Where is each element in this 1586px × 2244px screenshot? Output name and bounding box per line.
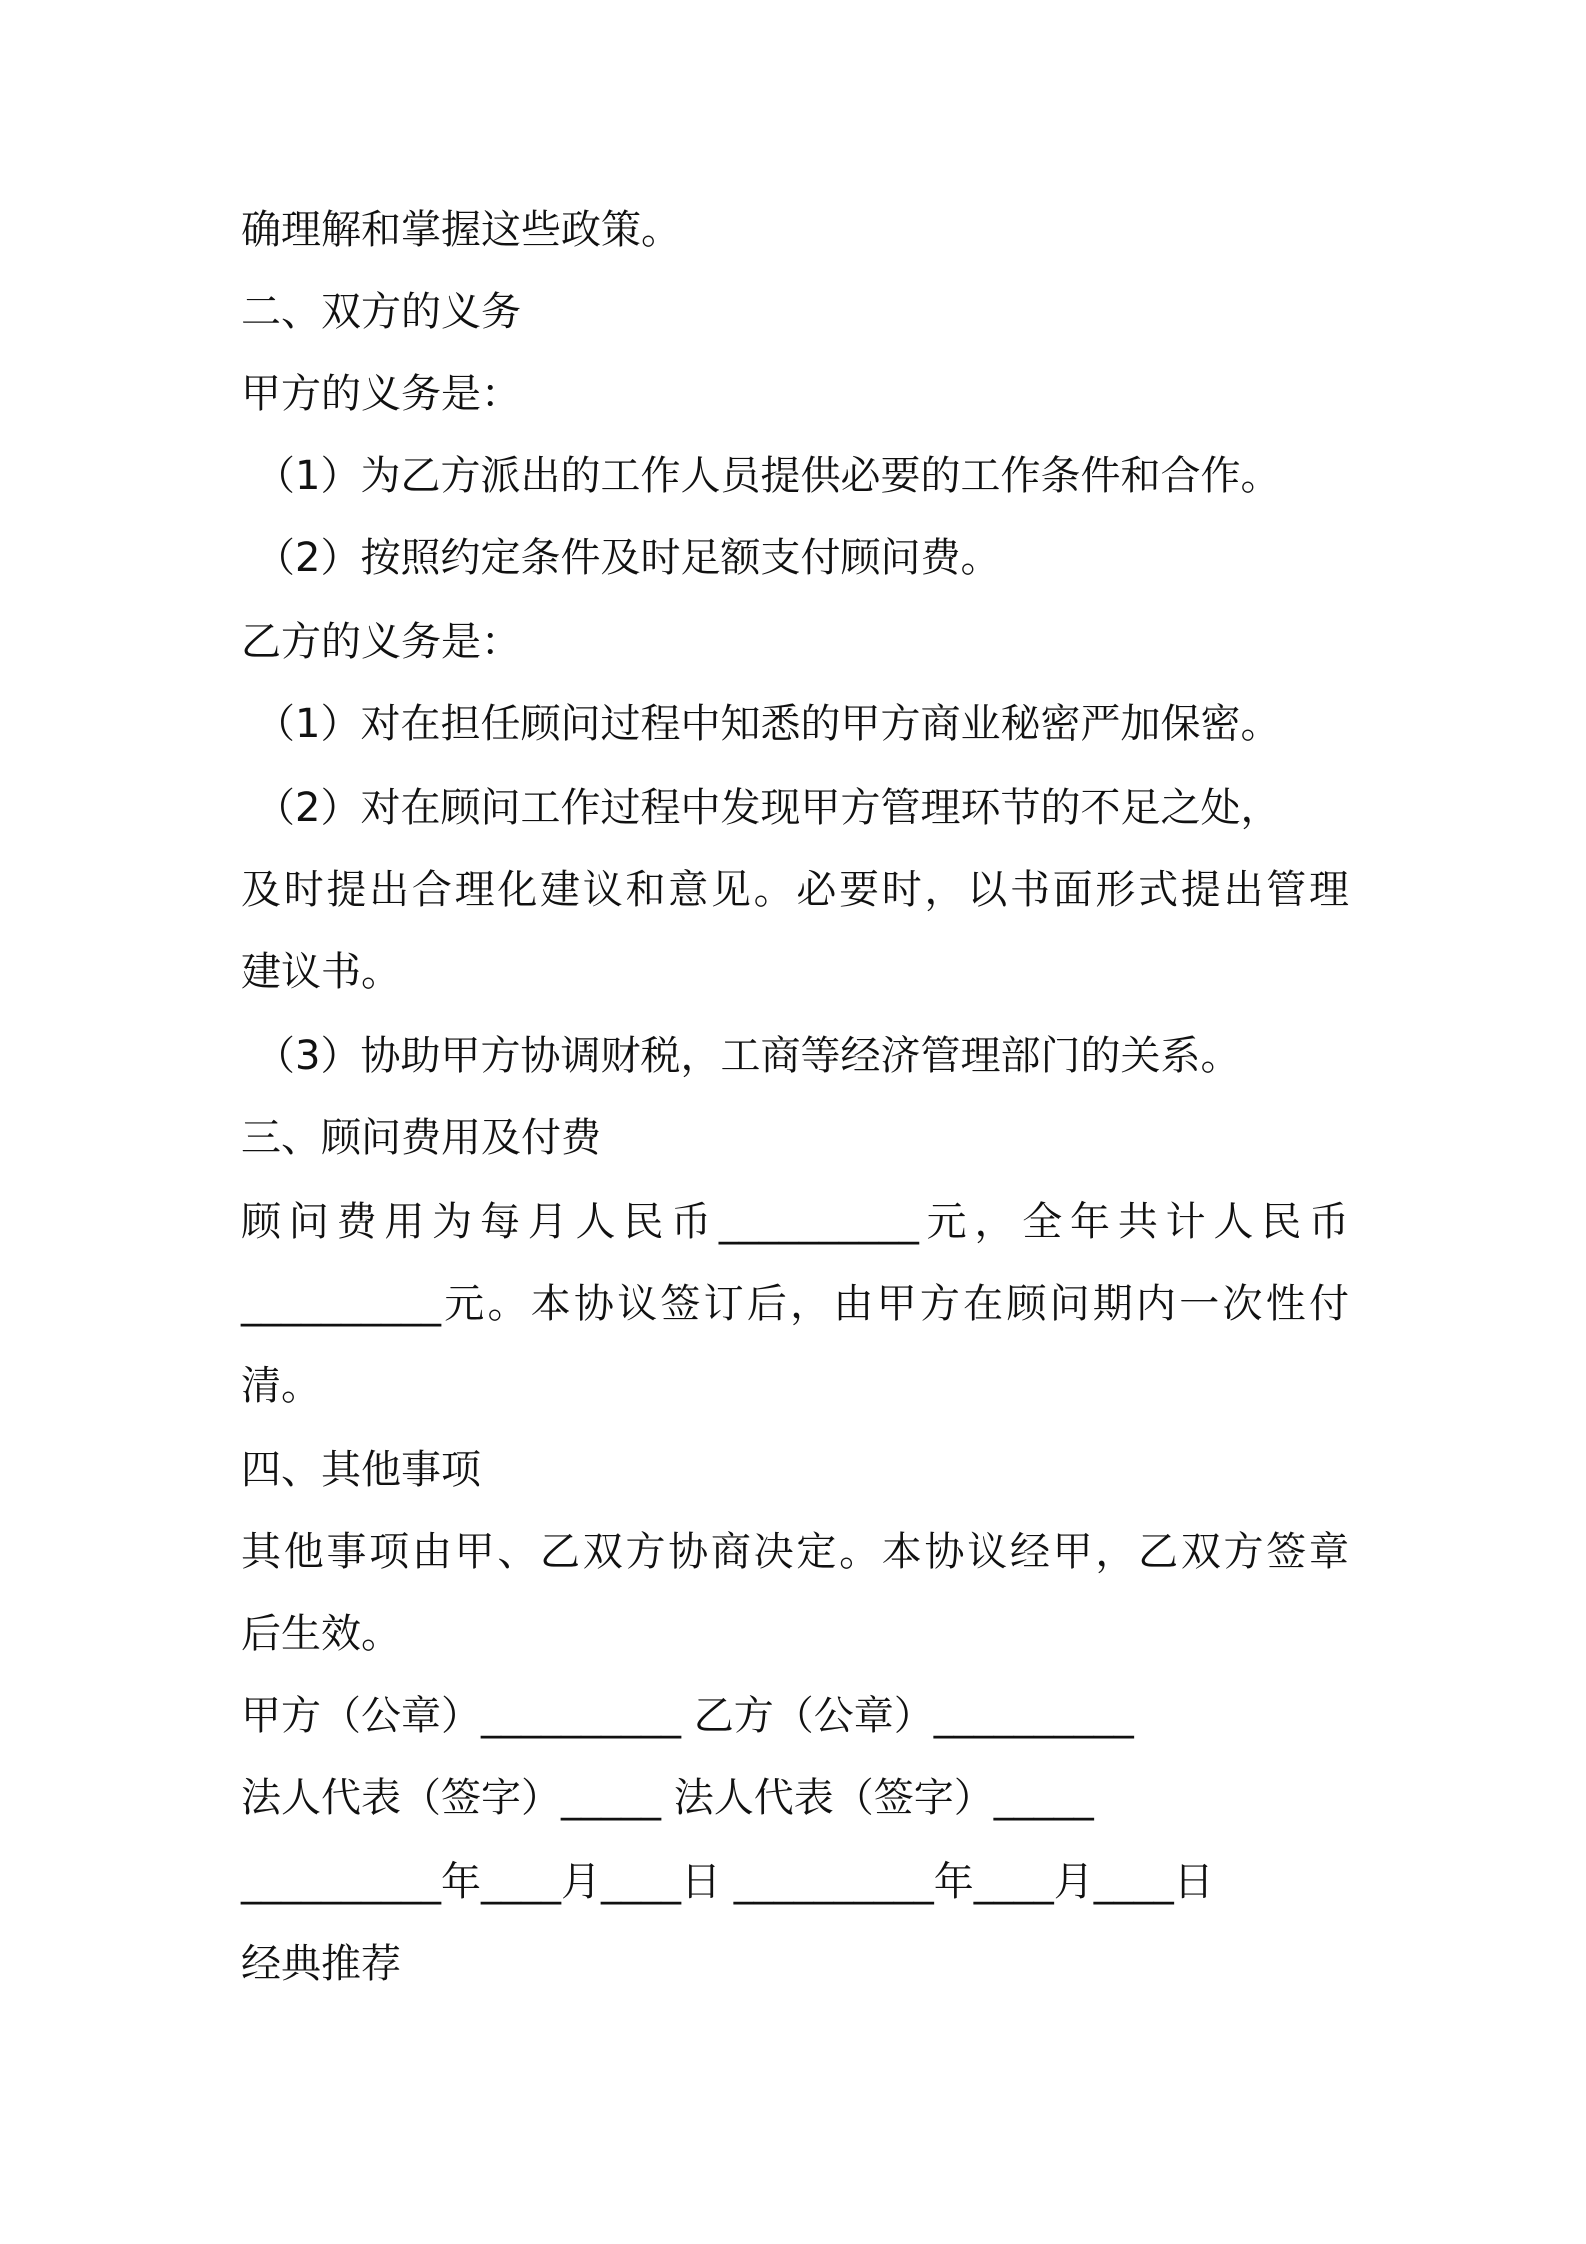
signature-line: 甲方（公章）__________ 乙方（公章）__________ <box>241 1693 1134 1739</box>
paragraph-line: __________元。本协议签订后，由甲方在顾问期内一次性付 <box>241 1281 1349 1327</box>
section-heading: 四、其他事项 <box>241 1447 481 1493</box>
paragraph-line: 其他事项由甲、乙双方协商决定。本协议经甲，乙双方签章 <box>241 1529 1349 1575</box>
subheading: 甲方的义务是： <box>241 371 521 417</box>
signature-line: 法人代表（签字）_____ 法人代表（签字）_____ <box>241 1775 1094 1821</box>
date-line: __________年____月____日 __________年____月____日 <box>241 1859 1214 1905</box>
subheading: 乙方的义务是： <box>241 619 521 665</box>
list-item: （1）为乙方派出的工作人员提供必要的工作条件和合作。 <box>255 453 1281 499</box>
paragraph-line: 后生效。 <box>241 1611 401 1657</box>
paragraph-line: 清。 <box>241 1363 321 1409</box>
list-item: （2）按照约定条件及时足额支付顾问费。 <box>255 535 1001 581</box>
paragraph-line: 顾问费用为每月人民币__________元，全年共计人民币 <box>241 1199 1349 1245</box>
section-heading: 三、顾问费用及付费 <box>241 1115 601 1161</box>
list-item: （2）对在顾问工作过程中发现甲方管理环节的不足之处， <box>255 785 1281 831</box>
paragraph-line: 确理解和掌握这些政策。 <box>241 207 681 253</box>
paragraph-line: 及时提出合理化建议和意见。必要时，以书面形式提出管理 <box>241 867 1349 913</box>
footer-heading: 经典推荐 <box>241 1941 401 1987</box>
list-item: （1）对在担任顾问过程中知悉的甲方商业秘密严加保密。 <box>255 701 1281 747</box>
paragraph-line: 建议书。 <box>241 949 401 995</box>
section-heading: 二、双方的义务 <box>241 289 521 335</box>
list-item: （3）协助甲方协调财税，工商等经济管理部门的关系。 <box>255 1033 1241 1079</box>
